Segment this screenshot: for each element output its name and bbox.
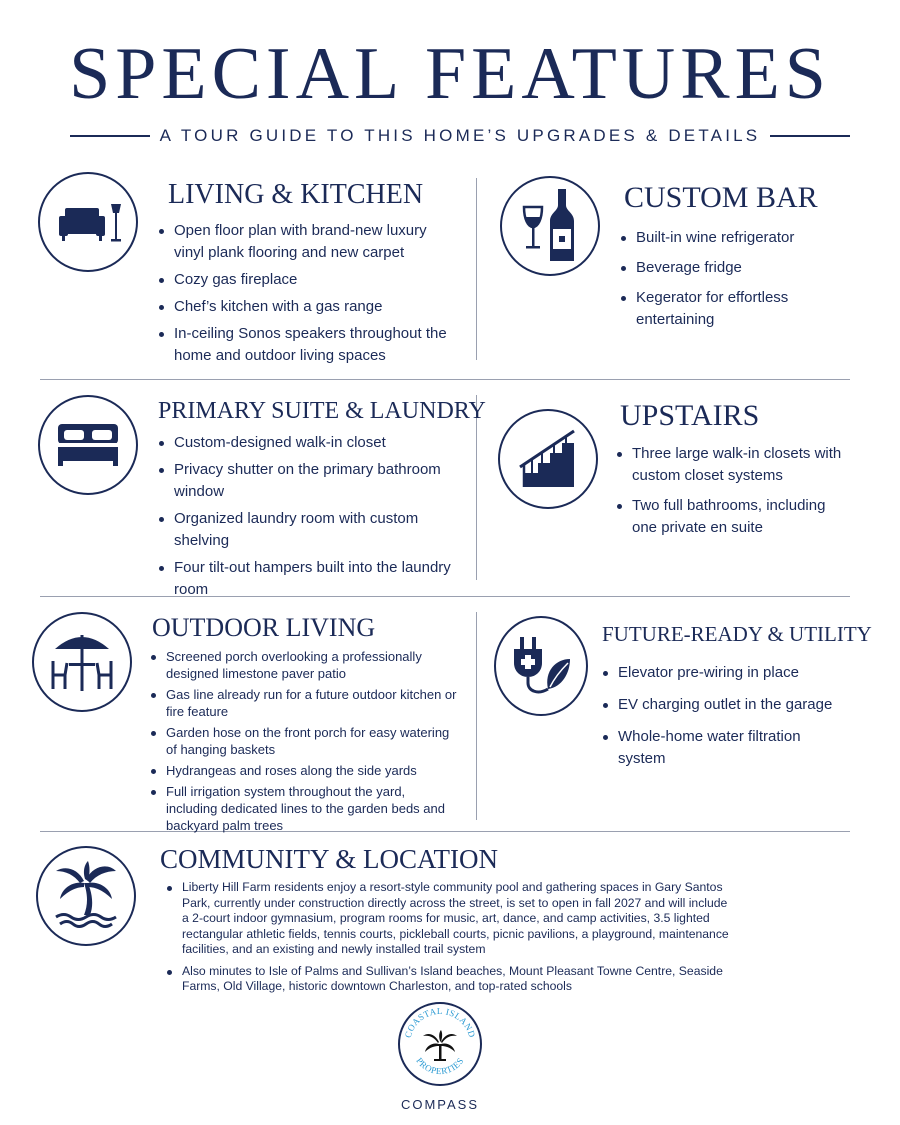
list-item: Cozy gas fireplace (156, 269, 456, 291)
list-item: Hydrangeas and roses along the side yards (148, 762, 458, 779)
list-item: Three large walk-in closets with custom closet systems (614, 443, 849, 487)
subtitle-rule-right (770, 135, 850, 137)
community-title: COMMUNITY & LOCATION (160, 844, 498, 874)
list-item: Elevator pre-wiring in place (600, 662, 850, 684)
list-item: Beverage fridge (618, 257, 848, 279)
logo-bottom-text: PROPERTIES (414, 1055, 466, 1077)
compass-brand: COMPASS (400, 1097, 480, 1112)
list-item: Screened porch overlooking a professionally designed limestone paver patio (148, 648, 458, 682)
outdoor-living-title: OUTDOOR LIVING (152, 613, 376, 642)
divider-horizontal-1 (40, 379, 850, 380)
list-item: Also minutes to Isle of Palms and Sullivan’s Island beaches, Mount Pleasant Towne Centre, Seaside Farms, Old Village, historic downtown Charleston, and top-rated schools (164, 964, 734, 995)
list-item: EV charging outlet in the garage (600, 694, 850, 716)
list-item: Built-in wine refrigerator (618, 227, 848, 249)
divider-vertical-3 (476, 612, 477, 820)
primary-suite-list (156, 432, 456, 606)
wine-icon (500, 176, 600, 276)
list-item: Whole-home water filtration system (600, 726, 850, 770)
page-title: SPECIAL FEATURES (69, 33, 831, 115)
list-item: Kegerator for effortless entertaining (618, 287, 848, 331)
list-item: Chef’s kitchen with a gas range (156, 296, 456, 318)
list-item: Privacy shutter on the primary bathroom window (156, 459, 456, 503)
living-kitchen-title: LIVING & KITCHEN (168, 179, 424, 210)
logo-top-text: COASTAL ISLAND (402, 1005, 478, 1039)
living-kitchen-list (156, 220, 456, 372)
upstairs-list (614, 443, 849, 544)
list-item: Liberty Hill Farm residents enjoy a resort-style community pool and gathering spaces in Gary Santos Park, currently under construction directly across the street, is set to open in fall 2027 and will include a 2-court indoor gymnasium, program rooms for music, art, dance, and camp activities, 3.5 lighted rectangular athletic fields, tennis courts, pickleball courts, picnic pavilions, a playground, maintenance facilities, and an existing and newly installed trail system (164, 880, 734, 958)
list-item: Two full bathrooms, including one private en suite (614, 495, 849, 539)
list-item: In-ceiling Sonos speakers throughout the home and outdoor living spaces (156, 323, 456, 367)
plug-leaf-icon (494, 616, 588, 716)
list-item: Organized laundry room with custom shelving (156, 508, 456, 552)
list-item: Gas line already run for a future outdoor kitchen or fire feature (148, 686, 458, 720)
palm-tree-icon (36, 846, 136, 946)
list-item: Four tilt-out hampers built into the laundry room (156, 557, 456, 601)
primary-suite-title: PRIMARY SUITE & LAUNDRY (158, 398, 486, 424)
logo-palmetto-icon (423, 1030, 457, 1061)
list-item: Custom-designed walk-in closet (156, 432, 456, 454)
sofa-lamp-icon (38, 172, 138, 272)
divider-vertical-1 (476, 178, 477, 360)
staircase-icon (498, 409, 598, 509)
outdoor-living-list (148, 648, 458, 838)
community-list (164, 880, 734, 999)
coastal-island-logo (398, 1002, 482, 1086)
bed-icon (38, 395, 138, 495)
future-ready-list (600, 662, 850, 775)
upstairs-title: UPSTAIRS (620, 399, 760, 432)
list-item: Full irrigation system throughout the yard, including dedicated lines to the garden beds and backyard palm trees (148, 783, 458, 834)
custom-bar-title: CUSTOM BAR (624, 181, 818, 214)
list-item: Garden hose on the front porch for easy watering of hanging baskets (148, 724, 458, 758)
future-ready-title: FUTURE-READY & UTILITY (602, 622, 872, 646)
patio-umbrella-icon (32, 612, 132, 712)
list-item: Open floor plan with brand-new luxury vinyl plank flooring and new carpet (156, 220, 456, 264)
custom-bar-list (618, 227, 848, 336)
page-subtitle: A TOUR GUIDE TO THIS HOME’S UPGRADES & DETAILS (159, 126, 761, 145)
subtitle-bar (70, 124, 850, 148)
